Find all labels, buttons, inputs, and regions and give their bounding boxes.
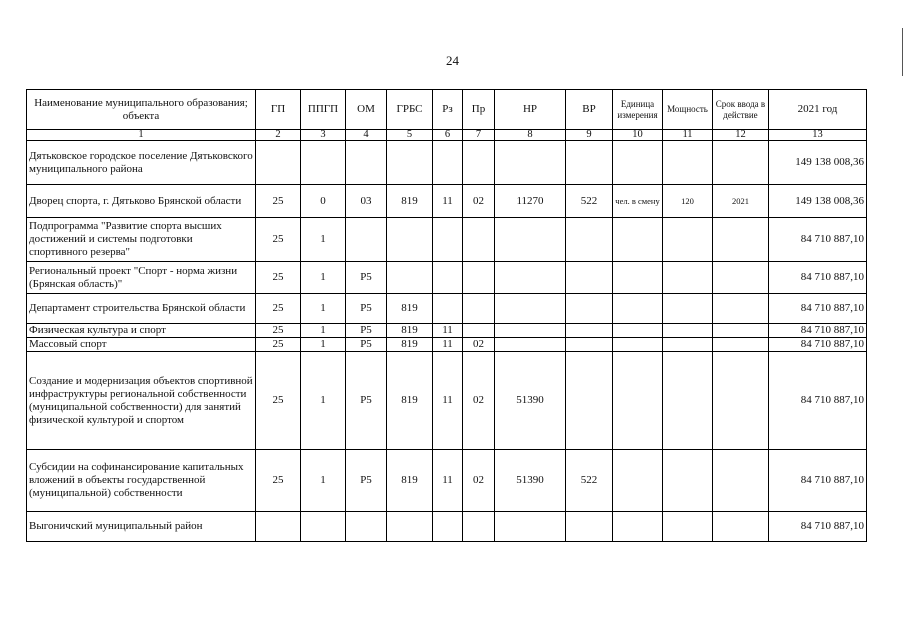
object-name-cell: Массовый спорт <box>27 338 256 352</box>
table-cell <box>613 294 663 324</box>
column-number-cell: 3 <box>301 130 346 141</box>
table-row <box>27 218 867 262</box>
table-cell: 03 <box>346 185 387 218</box>
table-cell: 25 <box>256 294 301 324</box>
table-cell <box>256 141 301 185</box>
column-number-cell: 13 <box>769 130 867 141</box>
object-name-cell: Выгоничский муниципальный район <box>27 512 256 542</box>
table-header-row <box>27 90 867 130</box>
table-cell <box>663 352 713 450</box>
scan-edge-mark <box>902 28 903 76</box>
table-cell <box>301 512 346 542</box>
table-cell <box>495 262 566 294</box>
column-number-cell: 12 <box>713 130 769 141</box>
table-cell <box>566 324 613 338</box>
table-cell: 819 <box>387 324 433 338</box>
table-cell <box>613 450 663 512</box>
table-cell <box>566 294 613 324</box>
table-cell: P5 <box>346 294 387 324</box>
table-cell <box>463 218 495 262</box>
table-cell: 0 <box>301 185 346 218</box>
amount-cell: 84 710 887,10 <box>769 352 867 450</box>
table-cell: P5 <box>346 338 387 352</box>
column-number-cell: 7 <box>463 130 495 141</box>
header-cell: ВР <box>566 90 613 130</box>
table-cell <box>495 338 566 352</box>
table-cell <box>495 218 566 262</box>
table-cell <box>463 262 495 294</box>
table-cell <box>433 262 463 294</box>
table-cell <box>433 294 463 324</box>
page-number: 24 <box>446 53 459 68</box>
table-cell: 819 <box>387 185 433 218</box>
amount-cell: 149 138 008,36 <box>769 185 867 218</box>
table-cell <box>256 512 301 542</box>
table-cell <box>387 262 433 294</box>
table-cell: 25 <box>256 352 301 450</box>
table-cell: 522 <box>566 450 613 512</box>
table-cell: 02 <box>463 450 495 512</box>
header-cell: ОМ <box>346 90 387 130</box>
table-row <box>27 450 867 512</box>
header-cell: Пр <box>463 90 495 130</box>
object-name-cell: Дятьковское городское поселение Дятьковского муниципального района <box>27 141 256 185</box>
table-cell <box>613 262 663 294</box>
table-cell: 1 <box>301 294 346 324</box>
table-cell <box>663 450 713 512</box>
table-cell: 25 <box>256 185 301 218</box>
amount-cell: 84 710 887,10 <box>769 450 867 512</box>
table-cell: P5 <box>346 450 387 512</box>
table-cell <box>713 352 769 450</box>
table-cell <box>713 450 769 512</box>
table-cell: чел. в смену <box>613 185 663 218</box>
table-cell <box>495 294 566 324</box>
table-cell <box>613 218 663 262</box>
table-cell <box>713 338 769 352</box>
amount-cell: 84 710 887,10 <box>769 218 867 262</box>
table-cell <box>301 141 346 185</box>
table-cell <box>613 512 663 542</box>
table-cell <box>433 512 463 542</box>
table-cell: 51390 <box>495 352 566 450</box>
table-cell <box>495 141 566 185</box>
table-cell: P5 <box>346 324 387 338</box>
object-name-cell: Региональный проект "Спорт - норма жизни (Брянская область)" <box>27 262 256 294</box>
table-cell: 25 <box>256 450 301 512</box>
column-number-cell: 9 <box>566 130 613 141</box>
table-cell: 2021 <box>713 185 769 218</box>
amount-cell: 84 710 887,10 <box>769 324 867 338</box>
column-number-cell: 5 <box>387 130 433 141</box>
table-row <box>27 352 867 450</box>
table-cell <box>713 512 769 542</box>
table-cell <box>663 512 713 542</box>
table-cell <box>566 218 613 262</box>
table-cell: 1 <box>301 218 346 262</box>
table-cell <box>713 218 769 262</box>
table-cell: 819 <box>387 338 433 352</box>
table-cell <box>713 324 769 338</box>
table-row <box>27 141 867 185</box>
header-cell: НР <box>495 90 566 130</box>
table-cell: 1 <box>301 262 346 294</box>
amount-cell: 84 710 887,10 <box>769 294 867 324</box>
amount-cell: 149 138 008,36 <box>769 141 867 185</box>
amount-cell: 84 710 887,10 <box>769 262 867 294</box>
table-cell: 02 <box>463 352 495 450</box>
table-cell <box>663 324 713 338</box>
table-cell <box>713 294 769 324</box>
table-row <box>27 262 867 294</box>
table-cell <box>613 324 663 338</box>
column-number-cell: 8 <box>495 130 566 141</box>
amount-cell: 84 710 887,10 <box>769 338 867 352</box>
header-cell: ППГП <box>301 90 346 130</box>
header-cell: Мощность <box>663 90 713 130</box>
table-cell: 25 <box>256 262 301 294</box>
amount-cell: 84 710 887,10 <box>769 512 867 542</box>
table-row <box>27 512 867 542</box>
table-cell <box>346 141 387 185</box>
table-cell: 51390 <box>495 450 566 512</box>
table-cell: 1 <box>301 324 346 338</box>
header-cell: Единица измерения <box>613 90 663 130</box>
table-cell <box>463 512 495 542</box>
table-cell <box>433 141 463 185</box>
table-cell: 1 <box>301 352 346 450</box>
table-cell: 11 <box>433 450 463 512</box>
table-cell <box>346 512 387 542</box>
table-cell <box>387 141 433 185</box>
table-cell: P5 <box>346 352 387 450</box>
table-cell <box>613 338 663 352</box>
column-number-cell: 2 <box>256 130 301 141</box>
table-cell: 819 <box>387 450 433 512</box>
object-name-cell: Физическая культура и спорт <box>27 324 256 338</box>
table-cell <box>387 218 433 262</box>
header-cell: ГРБС <box>387 90 433 130</box>
column-number-cell: 1 <box>27 130 256 141</box>
table-cell <box>663 294 713 324</box>
header-cell: 2021 год <box>769 90 867 130</box>
header-cell: Срок ввода в действие <box>713 90 769 130</box>
table-cell: 02 <box>463 185 495 218</box>
table-cell <box>566 141 613 185</box>
column-number-row <box>27 130 867 141</box>
table-cell: 25 <box>256 324 301 338</box>
table-cell <box>663 141 713 185</box>
table-cell <box>463 324 495 338</box>
table-cell <box>663 338 713 352</box>
table-row <box>27 185 867 218</box>
table-cell <box>613 352 663 450</box>
table-cell <box>433 218 463 262</box>
object-name-cell: Департамент строительства Брянской области <box>27 294 256 324</box>
table-cell <box>346 218 387 262</box>
object-name-cell: Субсидии на софинансирование капитальных вложений в объекты государственной (муниципальной) собственности <box>27 450 256 512</box>
table-cell: 25 <box>256 338 301 352</box>
table-cell <box>566 352 613 450</box>
budget-table <box>26 89 867 542</box>
object-name-cell: Создание и модернизация объектов спортивной инфраструктуры региональной собственности (муниципальной собственности) для занятий физической культурой и спортом <box>27 352 256 450</box>
table-row <box>27 324 867 338</box>
table-cell <box>463 294 495 324</box>
table-cell: 1 <box>301 338 346 352</box>
table-cell: 25 <box>256 218 301 262</box>
table-cell: 11270 <box>495 185 566 218</box>
column-number-cell: 10 <box>613 130 663 141</box>
table-cell <box>713 262 769 294</box>
table-row <box>27 294 867 324</box>
header-cell: Наименование муниципального образования; объекта <box>27 90 256 130</box>
table-cell: 522 <box>566 185 613 218</box>
column-number-cell: 4 <box>346 130 387 141</box>
table-cell: 120 <box>663 185 713 218</box>
table-cell <box>713 141 769 185</box>
table-cell: 819 <box>387 294 433 324</box>
table-cell: 11 <box>433 324 463 338</box>
table-cell <box>463 141 495 185</box>
header-cell: Рз <box>433 90 463 130</box>
column-number-cell: 6 <box>433 130 463 141</box>
table-row <box>27 338 867 352</box>
table-cell <box>566 262 613 294</box>
object-name-cell: Дворец спорта, г. Дятьково Брянской области <box>27 185 256 218</box>
table-cell <box>495 324 566 338</box>
header-cell: ГП <box>256 90 301 130</box>
column-number-cell: 11 <box>663 130 713 141</box>
table-cell <box>566 338 613 352</box>
table-cell <box>566 512 613 542</box>
table-cell <box>495 512 566 542</box>
table-cell: 819 <box>387 352 433 450</box>
table-cell: 11 <box>433 185 463 218</box>
table-cell: 11 <box>433 352 463 450</box>
table-cell <box>663 262 713 294</box>
table-cell: 11 <box>433 338 463 352</box>
table-cell: 1 <box>301 450 346 512</box>
table-cell: 02 <box>463 338 495 352</box>
table-cell <box>387 512 433 542</box>
table-cell <box>613 141 663 185</box>
table-cell: P5 <box>346 262 387 294</box>
object-name-cell: Подпрограмма "Развитие спорта высших достижений и системы подготовки спортивного резерва" <box>27 218 256 262</box>
table-cell <box>663 218 713 262</box>
